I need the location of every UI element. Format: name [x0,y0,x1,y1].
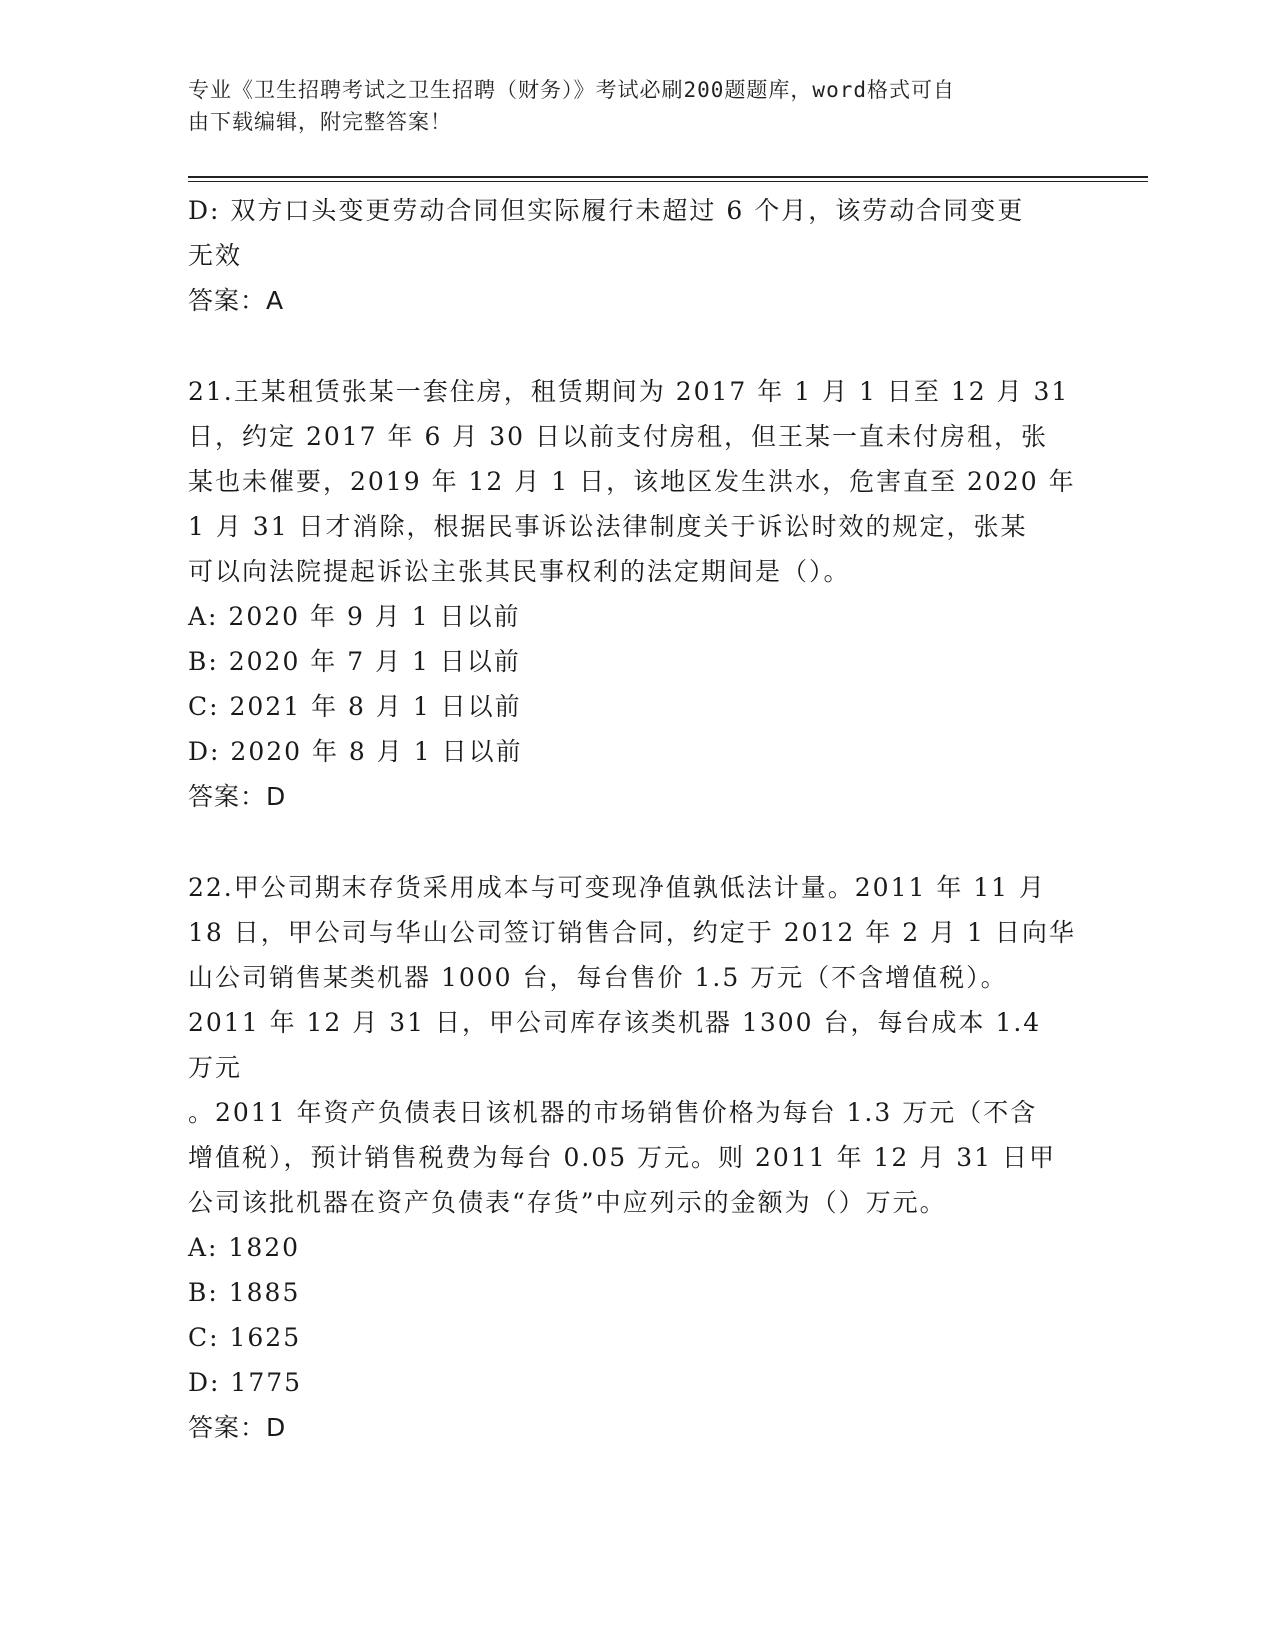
header-divider-bottom [188,181,1148,182]
q22-option-c: C: 1625 [188,1323,302,1352]
q22-stem-line: 山公司销售某类机器 1000 台，每台售价 1.5 万元（不含增值税）。 [188,963,1008,992]
q22-stem-line: 18 日，甲公司与华山公司签订销售合同，约定于 2012 年 2 月 1 日向华 [188,918,1076,947]
spacer [188,323,1078,369]
q22-answer: 答案：D [188,1413,287,1442]
q22-stem-line: 增值税），预计销售税费为每台 0.05 万元。则 2011 年 12 月 31 日甲 [188,1143,1056,1172]
q21-stem-line: 可以向法院提起诉讼主张其民事权利的法定期间是（）。 [188,557,851,586]
q22-option-b: B: 1885 [188,1278,301,1307]
prev-option-d-line-1: D: 双方口头变更劳动合同但实际履行未超过 6 个月，该劳动合同变更 [188,196,1025,225]
q21-option-b: B: 2020 年 7 月 1 日以前 [188,647,521,676]
q22-option-d: D: 1775 [188,1368,303,1397]
document-body [188,188,1078,1450]
spacer [188,819,1078,865]
q21-option-a: A: 2020 年 9 月 1 日以前 [188,602,521,631]
prev-question [188,188,1078,323]
document-header [188,74,1088,138]
q22-stem-line: 公司该批机器在资产负债表“存货”中应列示的金额为（）万元。 [188,1188,947,1217]
prev-option-d-line-2: 无效 [188,241,243,270]
q21-stem-line: 21.王某租赁张某一套住房，租赁期间为 2017 年 1 月 1 日至 12 月 31 [188,377,1070,406]
q22-stem-line: 22.甲公司期末存货采用成本与可变现净值孰低法计量。2011 年 11 月 [188,873,1047,902]
q21-stem-line: 某也未催要，2019 年 12 月 1 日，该地区发生洪水，危害直至 2020 年 [188,467,1076,496]
header-line-1: 专业《卫生招聘考试之卫生招聘（财务）》考试必刷200题题库，word格式可自 [188,78,955,102]
q22-stem-line: 。2011 年资产负债表日该机器的市场销售价格为每台 1.3 万元（不含 [188,1098,1038,1127]
q21-option-d: D: 2020 年 8 月 1 日以前 [188,737,523,766]
header-line-2: 由下载编辑，附完整答案！ [188,110,452,134]
q21-stem-line: 1 月 31 日才消除，根据民事诉讼法律制度关于诉讼时效的规定，张某 [188,512,1028,541]
q22-option-a: A: 1820 [188,1233,301,1262]
q21-stem-line: 日，约定 2017 年 6 月 30 日以前支付房租，但王某一直未付房租，张 [188,422,1049,451]
header-divider-top [188,176,1148,178]
question-21 [188,369,1078,819]
q21-option-c: C: 2021 年 8 月 1 日以前 [188,692,522,721]
prev-answer: 答案：A [188,286,285,315]
question-22 [188,865,1078,1450]
q21-answer: 答案：D [188,782,287,811]
q22-stem-line: 2011 年 12 月 31 日，甲公司库存该类机器 1300 台，每台成本 1.4 万元 [188,1008,1052,1082]
